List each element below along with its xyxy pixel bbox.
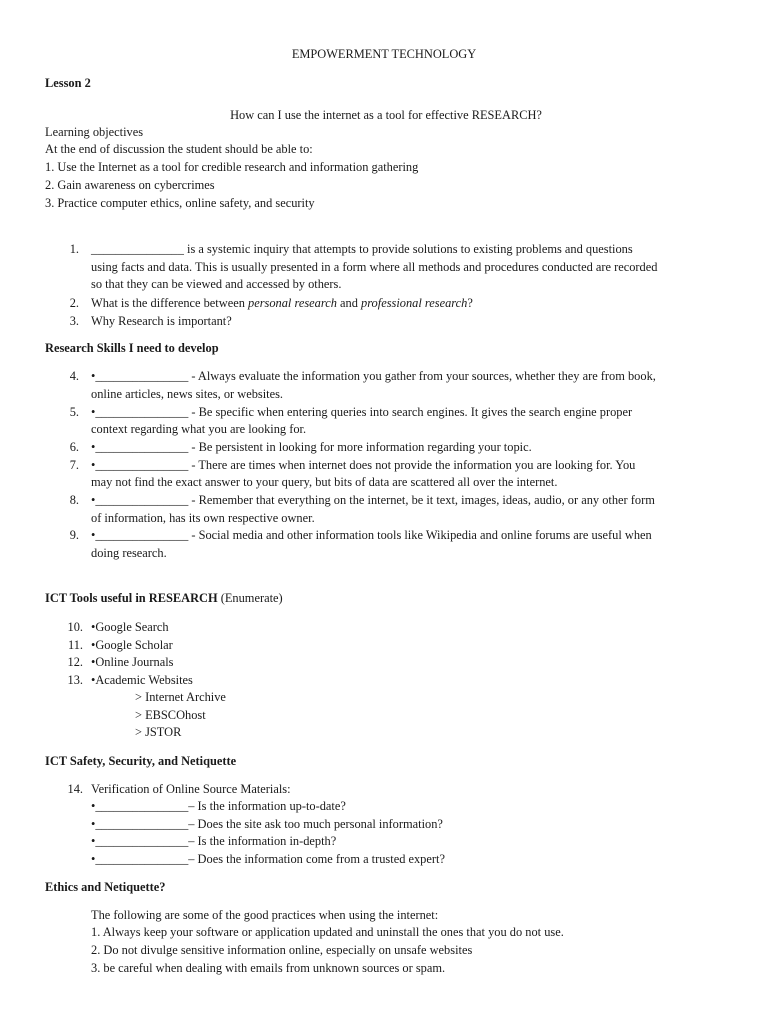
item-number: 12. bbox=[67, 655, 83, 669]
item-number: 1. bbox=[69, 242, 79, 256]
question-line: What is the difference between personal research and professional research? bbox=[91, 296, 473, 310]
item-number: 8. bbox=[69, 493, 79, 507]
ethics-intro: The following are some of the good practices when using the internet: bbox=[91, 908, 439, 922]
tool-subitem: > Internet Archive bbox=[135, 690, 226, 704]
skill-line: •_______________ - Social media and other information tools like Wikipedia and online forums are useful when bbox=[91, 528, 652, 542]
item-number: 6. bbox=[69, 440, 79, 454]
skill-line: •_______________ - Always evaluate the information you gather from your sources, whether they are from book, bbox=[91, 369, 656, 383]
tool-item: •Academic Websites bbox=[91, 673, 193, 687]
section-heading-tools: ICT Tools useful in RESEARCH (Enumerate) bbox=[45, 591, 283, 605]
question-line: _______________ is a systemic inquiry that attempts to provide solutions to existing problems and questions bbox=[91, 242, 633, 256]
skill-line: may not find the exact answer to your query, but bits of data are scattered all over the internet. bbox=[91, 475, 558, 489]
item-number: 2. bbox=[69, 296, 79, 310]
tool-item: •Online Journals bbox=[91, 655, 174, 669]
objectives-intro: At the end of discussion the student should be able to: bbox=[45, 142, 313, 156]
objective-item: 2. Gain awareness on cybercrimes bbox=[45, 178, 215, 192]
skill-line: of information, has its own respective owner. bbox=[91, 511, 315, 525]
ethics-item: 2. Do not divulge sensitive information online, especially on unsafe websites bbox=[91, 943, 473, 957]
term-professional-research: professional research bbox=[361, 296, 468, 310]
tool-subitem: > EBSCOhost bbox=[135, 708, 206, 722]
ethics-item: 1. Always keep your software or application updated and uninstall the ones that you do not use. bbox=[91, 925, 564, 939]
item-number: 3. bbox=[69, 314, 79, 328]
section-heading-ethics: Ethics and Netiquette? bbox=[45, 880, 166, 894]
tool-item: •Google Search bbox=[91, 620, 169, 634]
question-line: using facts and data. This is usually presented in a form where all methods and procedures conducted are recorded bbox=[91, 260, 658, 274]
safety-item: •_______________– Is the information in-depth? bbox=[91, 834, 337, 848]
question-line: so that they can be viewed and accessed by others. bbox=[91, 277, 342, 291]
item-number: 13. bbox=[67, 673, 83, 687]
skill-line: context regarding what you are looking for. bbox=[91, 422, 307, 436]
skill-line: •_______________ - There are times when internet does not provide the information you are looking for. You bbox=[91, 458, 636, 472]
item-number: 10. bbox=[67, 620, 83, 634]
skill-line: online articles, news sites, or websites. bbox=[91, 387, 284, 401]
item-number: 5. bbox=[69, 405, 79, 419]
document-title: EMPOWERMENT TECHNOLOGY bbox=[291, 47, 477, 61]
skill-line: •_______________ - Be persistent in looking for more information regarding your topic. bbox=[91, 440, 532, 454]
safety-item: •_______________– Is the information up-to-date? bbox=[91, 799, 346, 813]
section-heading-safety: ICT Safety, Security, and Netiquette bbox=[45, 754, 237, 768]
item-number: 11. bbox=[67, 638, 83, 652]
safety-intro: Verification of Online Source Materials: bbox=[91, 782, 291, 796]
safety-item: •_______________– Does the information come from a trusted expert? bbox=[91, 852, 445, 866]
item-number: 9. bbox=[69, 528, 79, 542]
item-number: 4. bbox=[69, 369, 79, 383]
objective-item: 1. Use the Internet as a tool for credible research and information gathering bbox=[45, 160, 419, 174]
item-number: 7. bbox=[69, 458, 79, 472]
ethics-item: 3. be careful when dealing with emails from unknown sources or spam. bbox=[91, 961, 446, 975]
safety-item: •_______________– Does the site ask too much personal information? bbox=[91, 817, 443, 831]
item-number: 14. bbox=[67, 782, 83, 796]
skill-line: •_______________ - Remember that everything on the internet, be it text, images, ideas, audio, or any other form bbox=[91, 493, 655, 507]
lesson-question: How can I use the internet as a tool for effective RESEARCH? bbox=[230, 108, 542, 122]
skill-line: doing research. bbox=[91, 546, 167, 560]
tool-subitem: > JSTOR bbox=[135, 725, 182, 739]
question-line: Why Research is important? bbox=[91, 314, 232, 328]
objectives-heading: Learning objectives bbox=[45, 125, 144, 139]
objective-item: 3. Practice computer ethics, online safety, and security bbox=[45, 196, 315, 210]
lesson-label: Lesson 2 bbox=[45, 76, 91, 90]
section-heading-skills: Research Skills I need to develop bbox=[45, 341, 219, 355]
tool-item: •Google Scholar bbox=[91, 638, 173, 652]
skill-line: •_______________ - Be specific when entering queries into search engines. It gives the search engine proper bbox=[91, 405, 633, 419]
term-personal-research: personal research bbox=[248, 296, 337, 310]
